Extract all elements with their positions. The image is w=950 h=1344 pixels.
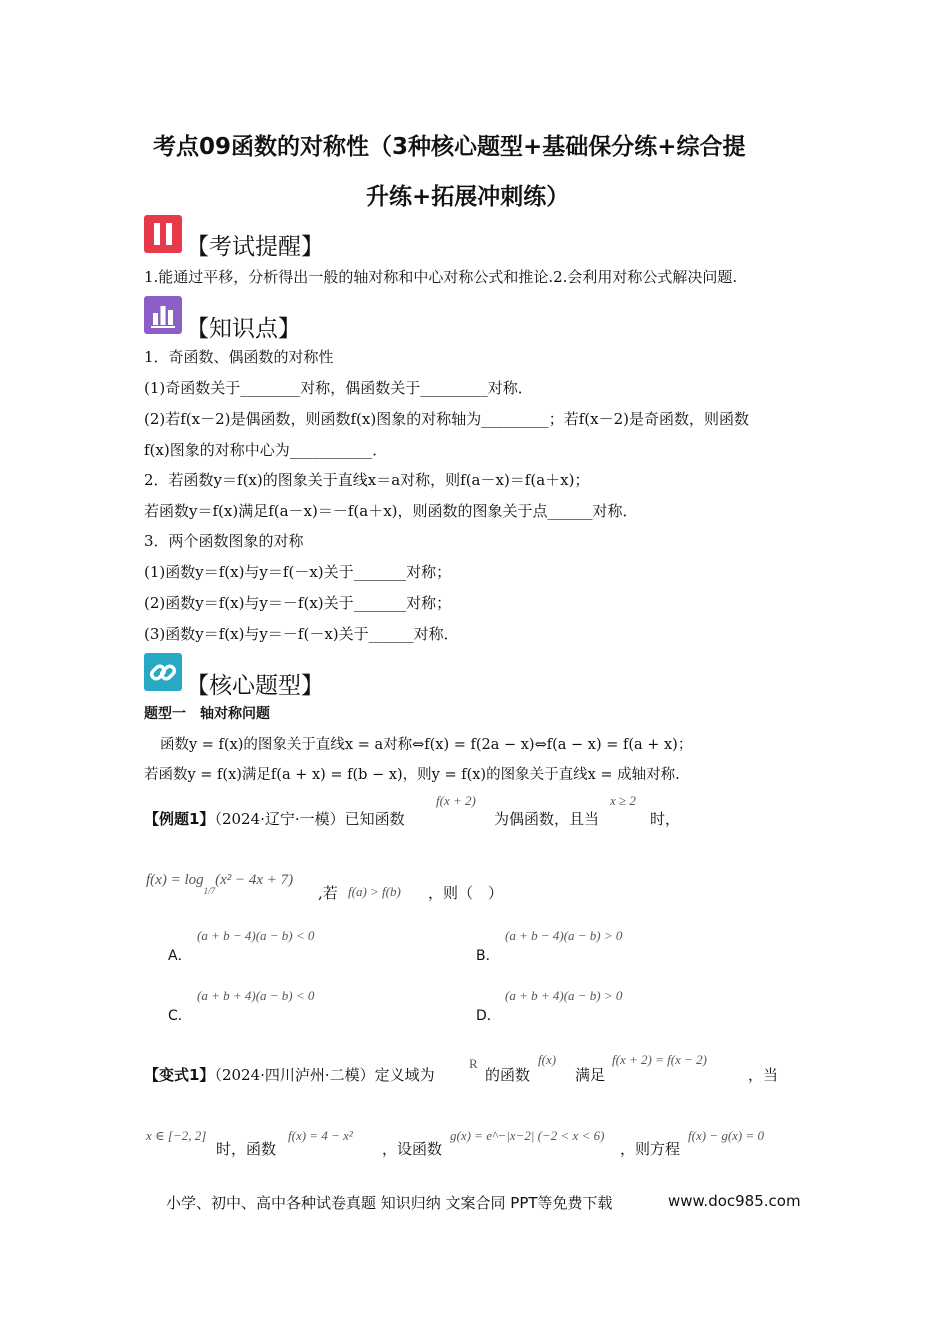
example1-source: （2024·辽宁·一模）已知函数 xyxy=(214,810,405,828)
example1-tail1: ,若 xyxy=(318,884,338,902)
pause-bars-icon xyxy=(144,215,182,253)
knowledge-l3: f(x)图象的对称中心为___________． xyxy=(144,441,388,459)
variant1-tag: 【变式1】 xyxy=(144,1066,215,1084)
option-b-expr: (a + b − 4)(a − b) > 0 xyxy=(505,928,623,943)
option-d-label[interactable]: D． xyxy=(476,1008,501,1024)
reminder-text: 1.能通过平移，分析得出一般的轴对称和中心对称公式和推论.2.会利用对称公式解决问题. xyxy=(144,268,738,286)
example1-line1 xyxy=(144,808,405,829)
type1-heading: 题型一 轴对称问题 xyxy=(144,706,270,722)
section-knowledge-label: 【知识点】 xyxy=(186,316,301,342)
example1-tag: 【例题1】 xyxy=(144,810,215,828)
knowledge-l5: (1)函数y＝f(x)与y＝f(－x)关于_______对称； xyxy=(144,563,452,581)
type1-rule1: 函数y = f(x)的图象关于直线x = a对称⇔f(x) = f(2a − x)⇔f(a − x) = f(a + x)； xyxy=(160,737,693,753)
example1-mid: 为偶函数，且当 xyxy=(494,810,600,828)
variant1-g: g(x) = e^−|x−2| (−2 < x < 6) xyxy=(450,1128,605,1143)
option-a-label[interactable]: A． xyxy=(168,948,192,964)
variant1-eq: f(x + 2) = f(x − 2) xyxy=(612,1052,707,1067)
variant1-range: x ∈ [−2, 2] xyxy=(146,1128,207,1143)
knowledge-l2: (2)若f(x－2)是偶函数，则函数f(x)图象的对称轴为_________；若f(x－2)是奇函数，则函数 xyxy=(144,410,749,428)
variant1-b: 满足 xyxy=(575,1066,606,1084)
knowledge-h3: 3．两个函数图象的对称 xyxy=(144,532,304,550)
knowledge-l4: 若函数y＝f(x)满足f(a－x)＝－f(a＋x)，则函数的图象关于点______对称． xyxy=(144,502,638,520)
variant1-a: 的函数 xyxy=(485,1066,531,1084)
option-c-expr: (a + b + 4)(a − b) < 0 xyxy=(197,988,315,1003)
knowledge-l6: (2)函数y＝f(x)与y＝－f(x)关于_______对称； xyxy=(144,594,452,612)
example1-ineq: f(a) > f(b) xyxy=(348,884,401,899)
doc-title-line2: 升练+拓展冲刺练） xyxy=(366,184,570,210)
footer-url[interactable]: www.doc985.com xyxy=(668,1192,801,1210)
knowledge-h1: 1．奇函数、偶函数的对称性 xyxy=(144,348,334,366)
section-core-label: 【核心题型】 xyxy=(186,673,324,699)
variant1-def: f(x) = 4 − x² xyxy=(288,1128,353,1143)
variant1-d: 时，函数 xyxy=(216,1140,277,1158)
knowledge-l7: (3)函数y＝f(x)与y＝－f(－x)关于______对称． xyxy=(144,625,459,643)
variant1-c: ，当 xyxy=(748,1066,779,1084)
example1-tail2: ，则（ ） xyxy=(428,884,504,902)
link-icon xyxy=(144,653,182,691)
example1-end: 时， xyxy=(650,810,681,828)
option-c-label[interactable]: C． xyxy=(168,1008,192,1024)
formula-arg: (x² − 4x + 7) xyxy=(215,872,294,888)
variant1-line1 xyxy=(144,1064,435,1085)
variant1-f: ，则方程 xyxy=(620,1140,681,1158)
bar-chart-icon xyxy=(144,296,182,334)
doc-title-line1: 考点09函数的对称性（3种核心题型+基础保分练+综合提 xyxy=(153,134,746,160)
formula-lhs: f(x) = log xyxy=(146,872,204,888)
example1-cond: x ≥ 2 xyxy=(610,793,636,808)
variant1-fx: f(x) xyxy=(538,1052,557,1067)
knowledge-l1: (1)奇函数关于________对称，偶函数关于_________对称． xyxy=(144,379,533,397)
example1-formula xyxy=(146,872,294,896)
knowledge-h2: 2．若函数y＝f(x)的图象关于直线x＝a对称，则f(a－x)＝f(a＋x)； xyxy=(144,471,590,489)
option-d-expr: (a + b + 4)(a − b) > 0 xyxy=(505,988,623,1003)
variant1-eq2: f(x) − g(x) = 0 xyxy=(688,1128,765,1143)
option-a-expr: (a + b − 4)(a − b) < 0 xyxy=(197,928,315,943)
option-b-label[interactable]: B． xyxy=(476,948,500,964)
example1-fx: f(x + 2) xyxy=(436,793,476,808)
footer-text: 小学、初中、高中各种试卷真题 知识归纳 文案合同 PPT等免费下载 xyxy=(166,1194,613,1212)
variant1-source: （2024·四川泸州·二模）定义域为 xyxy=(214,1066,435,1084)
formula-base: 1/7 xyxy=(203,886,216,896)
type1-rule2: 若函数y = f(x)满足f(a + x) = f(b − x)，则y = f(x)的图象关于直线x = 成轴对称. xyxy=(144,767,680,783)
variant1-e: ，设函数 xyxy=(382,1140,443,1158)
section-reminder-label: 【考试提醒】 xyxy=(186,234,324,260)
variant1-domain: R xyxy=(469,1056,478,1071)
